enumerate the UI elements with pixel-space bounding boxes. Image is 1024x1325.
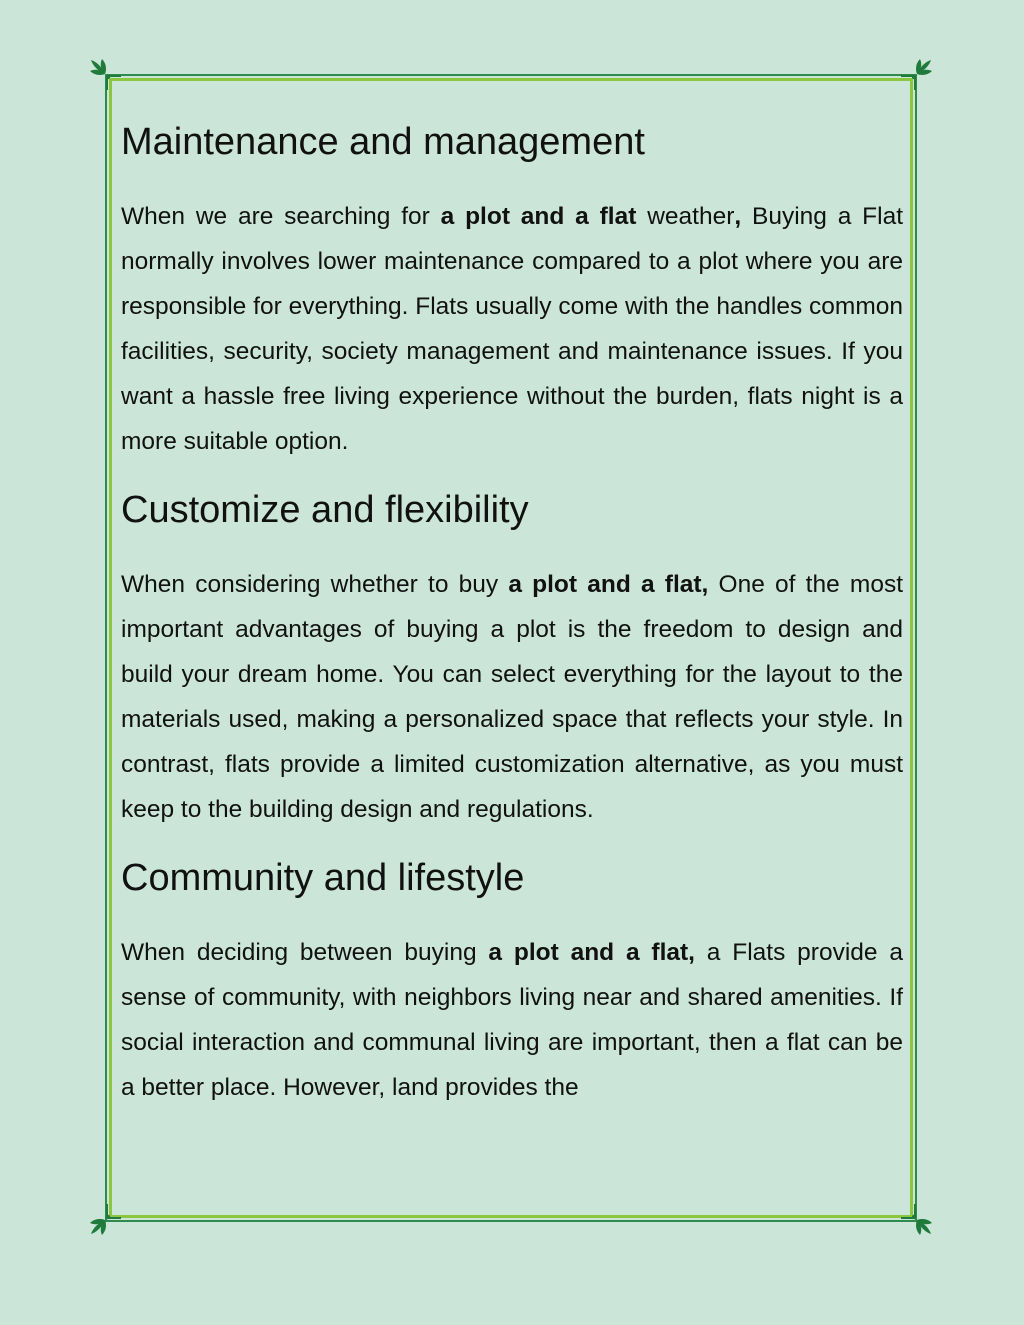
paragraph-text: When considering whether to buy (121, 571, 509, 598)
section-heading-community: Community and lifestyle (121, 857, 525, 899)
section-heading-maintenance: Maintenance and management (121, 121, 645, 163)
paragraph-text: One of the most important advantages of buying a plot is the freedom to design and build your dream home. You can select everything for the layout to the materials used, making a personalized space that reflects your style. In contrast, flats provide a limited customization alternative, as you must keep to the building design and regulations. (121, 571, 903, 823)
paragraph-text: When deciding between buying (121, 939, 489, 966)
floral-corner-ornament-icon (900, 1203, 934, 1237)
document-body (121, 118, 903, 1210)
bold-keyword: a plot and a flat, (488, 939, 695, 966)
section-heading-customize: Customize and flexibility (121, 489, 529, 531)
section-paragraph-customize (121, 562, 903, 832)
section-paragraph-community (121, 930, 903, 1110)
section-paragraph-maintenance (121, 194, 903, 464)
paragraph-text: weather (636, 203, 735, 230)
paragraph-text: When we are searching for (121, 203, 441, 230)
bold-keyword: a plot and a flat, (508, 571, 709, 598)
floral-corner-ornament-icon (88, 57, 122, 91)
bold-punctuation: , (734, 203, 742, 230)
floral-corner-ornament-icon (88, 1203, 122, 1237)
floral-corner-ornament-icon (900, 57, 934, 91)
bold-keyword: a plot and a flat (440, 203, 637, 230)
paragraph-text: Buying a Flat normally involves lower maintenance compared to a plot where you are responsible for everything. Flats usually come with the handles common facilities, security, society management and maintenance issues. If you want a hassle free living experience without the burden, flats night is a more suitable option. (121, 203, 903, 455)
paragraph-text: a Flats provide a sense of community, with neighbors living near and shared amenities. If social interaction and communal living are important, then a flat can be a better place. However, land provides the (121, 939, 903, 1101)
